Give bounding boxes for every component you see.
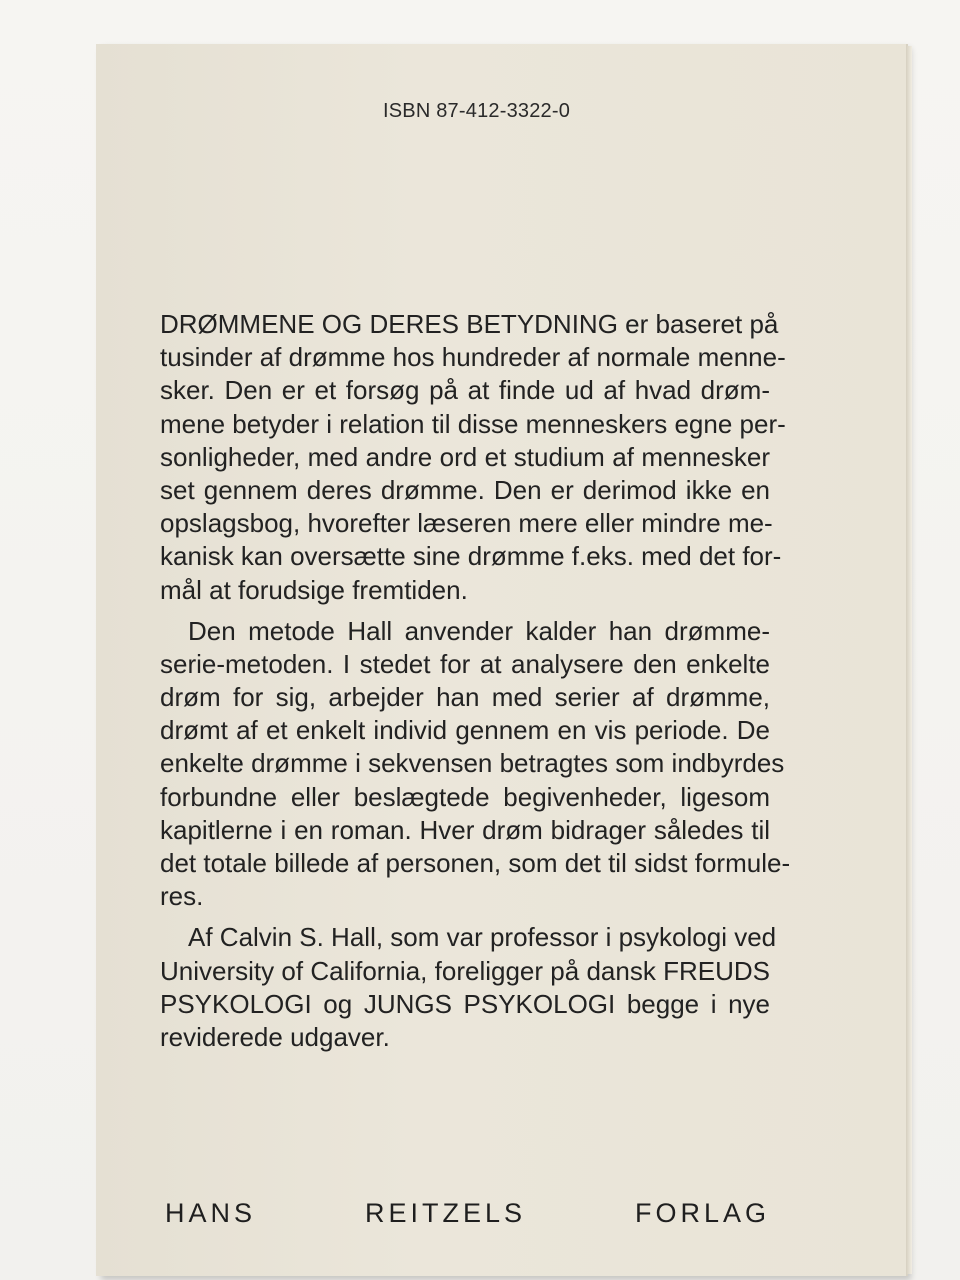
blurb-line: Den metode Hall anvender kalder han drømme- xyxy=(188,615,770,646)
blurb-text xyxy=(160,308,791,1054)
blurb-line: sonligheder, med andre ord et studium af mennesker xyxy=(160,441,770,472)
blurb-line: set gennem deres drømme. Den er derimod ikke en xyxy=(160,474,770,505)
blurb-line: forbundne eller beslægtede begivenheder, ligesom xyxy=(160,781,770,812)
blurb-line: drøm for sig, arbejder han med serier af drømme, xyxy=(160,682,770,713)
blurb-line: serie-metoden. I stedet for at analysere den enkelte xyxy=(160,648,770,679)
blurb-line: PSYKOLOGI og JUNGS PSYKOLOGI begge i nye xyxy=(160,988,770,1019)
blurb-line: enkelte drømme i sekvensen betragtes som indbyrdes xyxy=(160,748,785,779)
blurb-line: reviderede udgaver. xyxy=(160,1021,390,1052)
blurb-line: opslagsbog, hvorefter læseren mere eller mindre me- xyxy=(160,508,773,539)
blurb-line: mene betyder i relation til disse menneskers egne per- xyxy=(160,408,786,439)
blurb-line: drømt af et enkelt individ gennem en vis periode. De xyxy=(160,715,770,746)
blurb-line: tusinder af drømme hos hundreder af normale menne- xyxy=(160,342,786,373)
blurb-line: kapitlerne i en roman. Hver drøm bidrager således til xyxy=(160,814,770,845)
blurb-line: mål at forudsige fremtiden. xyxy=(160,574,468,605)
publisher-name: HANS REITZELS FORLAG xyxy=(165,1198,770,1228)
isbn-number: ISBN 87-412-3322-0 xyxy=(383,100,571,122)
blurb-line: University of California, foreligger på dansk FREUDS xyxy=(160,955,770,986)
book-page-edge xyxy=(906,46,912,1274)
blurb-line: DRØMMENE OG DERES BETYDNING er baseret på xyxy=(160,309,779,339)
blurb-line: kanisk kan oversætte sine drømme f.eks. med det for- xyxy=(160,541,782,572)
blurb-line: det totale billede af personen, som det til sidst formule- xyxy=(160,848,791,878)
blurb-line: sker. Den er et forsøg på at finde ud af hvad drøm- xyxy=(160,375,770,406)
blurb-line: Af Calvin S. Hall, som var professor i psykologi ved xyxy=(188,922,777,953)
blurb-line: res. xyxy=(160,881,204,912)
